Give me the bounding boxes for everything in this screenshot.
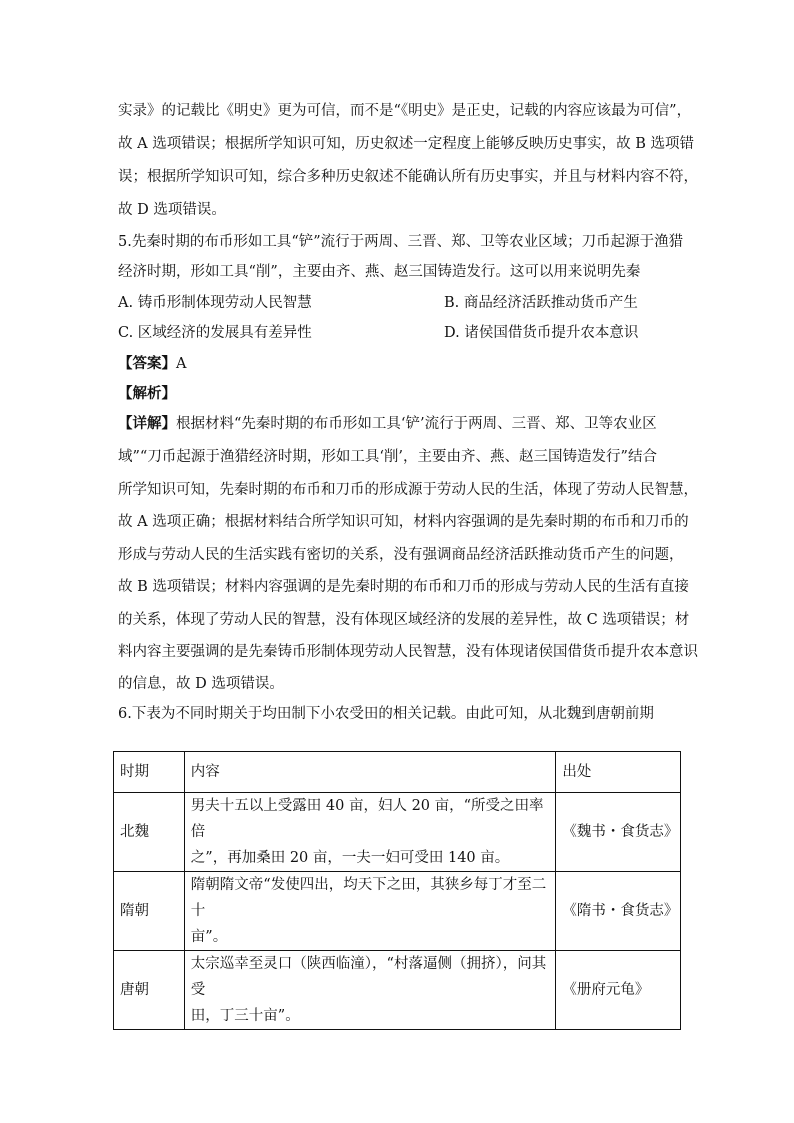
- cell-source: 《隋书・食货志》: [556, 872, 681, 951]
- detail-text: 根据材料“先秦时期的布币形如工具‘铲’流行于两周、三晋、郑、卫等农业区: [176, 416, 657, 432]
- detail-line: [118, 414, 657, 434]
- records-table: [113, 751, 681, 1030]
- option-d: D. 诸侯国借货币提升农本意识: [444, 325, 639, 341]
- option-a: A. 铸币形制体现劳动人民智慧: [118, 295, 312, 311]
- detail-line: 故 A 选项正确；根据材料结合所学知识可知，材料内容强调的是先秦时期的布币和刀币的: [118, 514, 689, 530]
- cell-source: 《魏书・食货志》: [556, 793, 681, 872]
- cell-content: [184, 951, 556, 1030]
- table-row: [114, 872, 681, 951]
- detail-line: 的关系，体现了劳动人民的智慧，没有体现区域经济的发展的差异性，故 C 选项错误；材: [118, 612, 690, 628]
- cell-content-line: 亩”。: [190, 929, 228, 945]
- cell-period: 唐朝: [114, 951, 185, 1030]
- paragraph-line: 故 A 选项错误；根据所学知识可知，历史叙述一定程度上能够反映历史事实，故 B 选项错: [118, 136, 695, 152]
- cell-period: 隋朝: [114, 872, 185, 951]
- header-source: 出处: [556, 752, 681, 793]
- analysis-tag: [118, 384, 176, 404]
- cell-content-line: 男夫十五以上受露田 40 亩，妇人 20 亩，“所受之田率倍: [190, 798, 544, 840]
- detail-tag: 【详解】: [118, 415, 176, 432]
- table-row: [114, 793, 681, 872]
- detail-line: 域”“刀币起源于渔猎经济时期，形如工具‘削’，主要由齐、燕、赵三国铸造发行”结合: [118, 449, 657, 465]
- option-b: B. 商品经济活跃推动货币产生: [444, 295, 638, 311]
- detail-line: 故 B 选项错误；材料内容强调的是先秦时期的布币和刀币的形成与劳动人民的生活有直接: [118, 579, 689, 595]
- cell-period: 北魏: [114, 793, 185, 872]
- cell-content-line: 隋朝隋文帝“发使四出，均天下之田，其狭乡每丁才至二十: [190, 877, 547, 919]
- question-6-stem: 6.下表为不同时期关于均田制下小农受田的相关记载。由此可知，从北魏到唐朝前期: [118, 706, 654, 722]
- paragraph-line: 误；根据所学知识可知，综合多种历史叙述不能确认所有历史事实，并且与材料内容不符，: [118, 169, 698, 185]
- paragraph-line: 实录》的记载比《明史》更为可信，而不是“《明史》是正史，记载的内容应该最为可信”，: [118, 103, 692, 119]
- answer-value: A: [176, 356, 187, 372]
- question-5-stem: 经济时期，形如工具“削”，主要由齐、燕、赵三国铸造发行。这可以用来说明先秦: [118, 264, 641, 280]
- cell-content-line: 之”，再加桑田 20 亩，一夫一妇可受田 140 亩。: [190, 850, 510, 866]
- cell-content: [184, 793, 556, 872]
- table-row: [114, 951, 681, 1030]
- header-period: 时期: [114, 752, 185, 793]
- detail-line: 的信息，故 D 选项错误。: [118, 676, 284, 692]
- answer-tag: 【答案】: [118, 355, 176, 372]
- cell-source: 《册府元龟》: [556, 951, 681, 1030]
- question-5-stem: 5.先秦时期的布币形如工具“铲”流行于两周、三晋、郑、卫等农业区域；刀币起源于渔猎: [118, 234, 684, 250]
- paragraph-line: 故 D 选项错误。: [118, 202, 226, 218]
- answer-line: [118, 354, 186, 374]
- header-content: 内容: [184, 752, 556, 793]
- analysis-label: 【解析】: [118, 385, 176, 402]
- table-header-row: [114, 752, 681, 793]
- detail-line: 形成与劳动人民的生活实践有密切的关系，没有强调商品经济活跃推动货币产生的问题，: [118, 547, 684, 563]
- option-c: C. 区域经济的发展具有差异性: [118, 325, 312, 341]
- cell-content-line: 田，丁三十亩”。: [190, 1008, 300, 1024]
- detail-line: 所学知识可知，先秦时期的布币和刀币的形成源于劳动人民的生活，体现了劳动人民智慧，: [118, 482, 698, 498]
- cell-content-line: 太宗巡幸至灵口（陕西临潼），“村落逼侧（拥挤），问其受: [190, 956, 547, 998]
- cell-content: [184, 872, 556, 951]
- detail-line: 料内容主要强调的是先秦铸币形制体现劳动人民智慧，没有体现诸侯国借货币提升农本意识: [118, 644, 698, 660]
